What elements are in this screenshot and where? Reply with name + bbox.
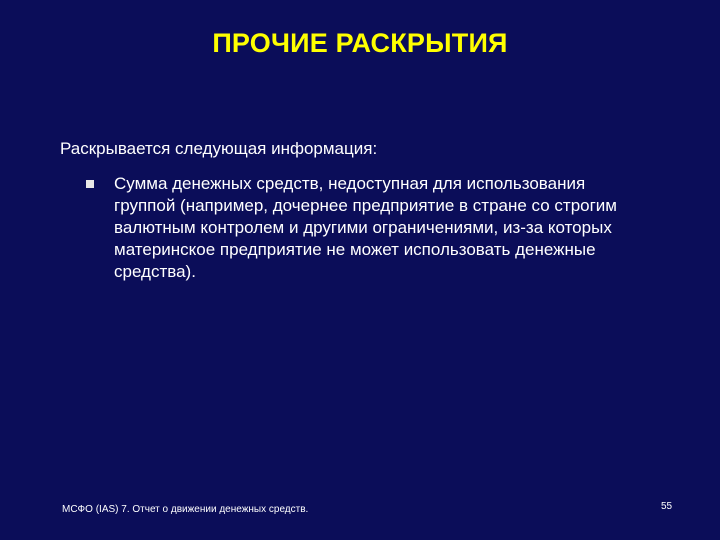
footer-text: МСФО (IAS) 7. Отчет о движении денежных средств.: [62, 504, 309, 515]
slide-title: ПРОЧИЕ РАСКРЫТИЯ: [212, 28, 508, 58]
intro-text: Раскрывается следующая информация:: [60, 139, 378, 158]
bullet-item: [86, 173, 646, 283]
square-bullet-icon: [86, 180, 94, 188]
bullet-list: [86, 173, 646, 283]
bullet-text: Сумма денежных средств, недоступная для использования группой (например, дочернее предприятие в стране со строгим валютным контролем и другими ограничениями, из-за которых материнское предприятие не может использовать денежные средства).: [114, 174, 617, 281]
page-number: 55: [661, 501, 673, 512]
